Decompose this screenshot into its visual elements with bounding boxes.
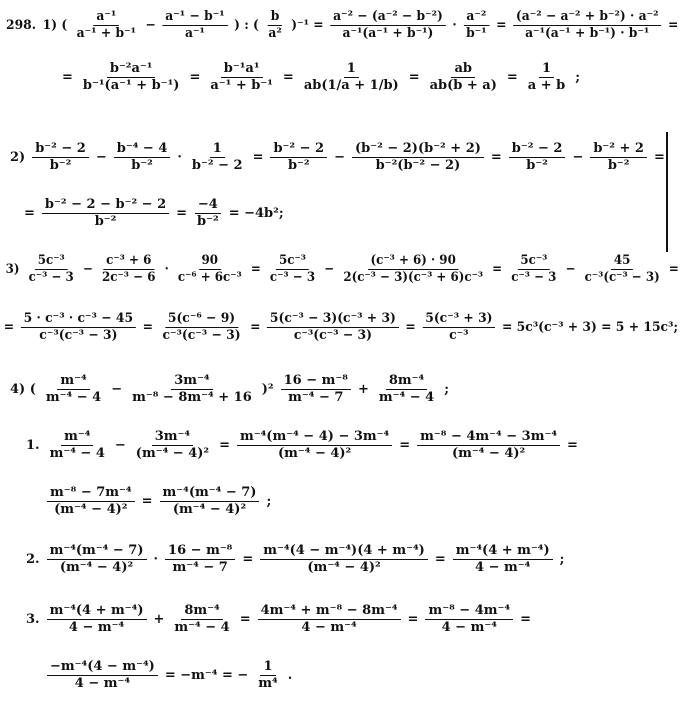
math-token: 4) (: [10, 381, 36, 397]
fraction-numerator: m⁻⁴(4 − m⁻⁴)(4 + m⁻⁴): [260, 544, 428, 560]
fraction-numerator: 45: [611, 254, 633, 270]
fraction-numerator: −4: [195, 198, 221, 214]
fraction-denominator: c⁻⁶ + 6c⁻³: [177, 269, 242, 285]
math-token: 3.: [26, 611, 40, 627]
math-token: =: [62, 69, 73, 85]
math-token: 1.: [26, 437, 40, 453]
fraction: [266, 10, 285, 40]
equation-line: [22, 544, 568, 574]
fraction-numerator: 16 − m⁻⁸: [281, 374, 351, 390]
fraction: [47, 430, 108, 460]
math-token: = 5c³(c⁻³ + 3) = 5 + 15c³;: [502, 319, 679, 335]
fraction-denominator: m⁴: [258, 675, 278, 691]
fraction-numerator: b⁻¹a¹: [221, 62, 263, 78]
fraction-numerator: 5(c⁻³ − 3)(c⁻³ + 3): [267, 312, 399, 328]
math-token: = −4b²;: [228, 205, 284, 221]
fraction: [47, 486, 135, 516]
fraction: [425, 604, 513, 634]
fraction: [301, 62, 402, 92]
fraction-numerator: m⁻⁴: [57, 374, 89, 390]
math-token: ·: [452, 17, 457, 33]
fraction-denominator: a⁻¹ + b⁻¹: [76, 25, 136, 41]
math-token: −: [145, 17, 156, 33]
fraction-denominator: (m⁻⁴ − 4)²: [135, 445, 210, 461]
fraction-numerator: 5c⁻³: [35, 254, 67, 270]
math-token: =: [506, 69, 518, 85]
equation-line: [6, 142, 669, 172]
fraction-denominator: 4 − m⁻⁴: [475, 559, 531, 575]
fraction-numerator: 90: [199, 254, 221, 270]
fraction-denominator: (m⁻⁴ − 4)²: [59, 559, 134, 575]
fraction-denominator: ab(b + a): [429, 77, 497, 93]
fraction: [194, 198, 222, 228]
fraction-denominator: a⁻¹(a⁻¹ + b⁻¹): [342, 25, 434, 41]
math-token: −: [334, 149, 346, 165]
fraction-numerator: b⁻² − 2: [509, 142, 566, 158]
math-token: ·: [153, 551, 159, 567]
fraction-numerator: b⁻²a⁻¹: [107, 62, 156, 78]
math-token: =: [3, 319, 15, 335]
equation-line: [6, 374, 453, 404]
math-token: =: [408, 69, 420, 85]
fraction-numerator: −m⁻⁴(4 − m⁻⁴): [47, 660, 158, 676]
fraction-denominator: c⁻³: [449, 327, 469, 343]
fraction-numerator: m⁻⁸ − 7m⁻⁴: [47, 486, 135, 502]
fraction: [270, 142, 327, 172]
math-token: +: [357, 381, 369, 397]
fraction-denominator: (m⁻⁴ − 4)²: [54, 501, 128, 517]
fraction: [422, 312, 495, 342]
fraction: [237, 430, 392, 460]
math-token: =: [399, 437, 411, 453]
fraction-numerator: b⁻⁴ − 4: [114, 142, 171, 158]
fraction-denominator: m⁻⁴ − 4: [378, 389, 435, 405]
fraction-numerator: b⁻² − 2: [270, 142, 327, 158]
fraction-numerator: m⁻⁴: [61, 430, 93, 446]
fraction: [582, 254, 663, 284]
equation-line: [0, 312, 682, 342]
fraction-numerator: m⁻⁸ − 4m⁻⁴: [425, 604, 513, 620]
fraction: [255, 660, 280, 690]
fraction: [133, 430, 212, 460]
equation-line: [6, 10, 682, 40]
fraction-numerator: 1: [344, 62, 359, 78]
math-token: 3): [5, 261, 20, 277]
fraction-numerator: 5c⁻³: [518, 254, 550, 270]
fraction-denominator: m⁻⁴ − 7: [172, 559, 228, 575]
fraction-denominator: b⁻¹(a⁻¹ + b⁻¹): [82, 77, 180, 93]
math-token: =: [141, 493, 153, 509]
math-token: =: [282, 69, 294, 85]
fraction: [267, 254, 318, 284]
fraction-denominator: 2c⁻³ − 6: [102, 269, 156, 285]
fraction: [590, 142, 647, 172]
fraction-denominator: b⁻²: [287, 157, 310, 173]
fraction: [352, 142, 484, 172]
math-token: )⁻¹ =: [291, 17, 324, 33]
fraction-denominator: (m⁻⁴ − 4)²: [451, 445, 526, 461]
math-token: +: [153, 611, 165, 627]
math-token: =: [142, 319, 153, 335]
equation-line: [20, 198, 288, 228]
fraction-numerator: m⁻⁴(m⁻⁴ − 7): [47, 544, 147, 560]
math-token: =: [496, 17, 507, 33]
math-token: =: [242, 551, 254, 567]
math-token: −: [114, 437, 126, 453]
fraction-numerator: 8m⁻⁴: [181, 604, 222, 620]
fraction-denominator: a⁻¹: [185, 25, 205, 41]
fraction-denominator: m⁻⁴ − 4: [45, 389, 102, 405]
fraction-denominator: 4 − m⁻⁴: [301, 619, 357, 635]
fraction: [427, 62, 500, 92]
math-token: =: [407, 611, 419, 627]
fraction: [258, 604, 401, 634]
fraction-denominator: a⁻¹(a⁻¹ + b⁻¹) · b⁻¹: [525, 25, 650, 41]
math-token: =: [219, 437, 230, 453]
fraction-numerator: b: [268, 10, 282, 26]
math-token: ;: [575, 69, 581, 85]
fraction: [114, 142, 171, 172]
math-token: ;: [559, 551, 565, 567]
math-token: −: [565, 261, 576, 277]
fraction-denominator: 4 − m⁻⁴: [74, 675, 131, 691]
math-token: =: [567, 437, 578, 453]
math-token: =: [239, 611, 251, 627]
fraction-numerator: m⁻⁴(4 + m⁻⁴): [453, 544, 553, 560]
fraction-denominator: (m⁻⁴ − 4)²: [307, 559, 381, 575]
math-token: ·: [164, 261, 169, 277]
fraction: [376, 374, 437, 404]
fraction: [260, 544, 428, 574]
fraction-numerator: m⁻⁴(m⁻⁴ − 7): [160, 486, 260, 502]
fraction-numerator: (a⁻² − a⁻² + b⁻²) · a⁻²: [513, 10, 661, 26]
fraction: [341, 254, 486, 284]
fraction: [175, 254, 244, 284]
fraction-numerator: 4m⁻⁴ + m⁻⁸ − 8m⁻⁴: [258, 604, 401, 620]
math-token: −: [111, 381, 123, 397]
fraction-denominator: b⁻²: [131, 157, 153, 173]
fraction: [43, 374, 104, 404]
fraction-denominator: m⁻⁴ − 7: [288, 389, 344, 405]
fraction: [26, 254, 77, 284]
math-token: −: [324, 261, 335, 277]
fraction-denominator: m⁻⁴ − 4: [174, 619, 230, 635]
fraction-denominator: b⁻¹: [466, 25, 487, 41]
math-token: =: [490, 149, 502, 165]
fraction: [80, 62, 183, 92]
fraction: [160, 486, 260, 516]
fraction: [47, 544, 147, 574]
fraction: [74, 10, 139, 40]
fraction: [42, 198, 169, 228]
fraction-denominator: ab(1/a + 1/b): [303, 77, 399, 93]
fraction-numerator: (b⁻² − 2)(b⁻² + 2): [352, 142, 484, 158]
fraction-numerator: 5 · c⁻³ · c⁻³ − 45: [21, 312, 136, 328]
fraction: [160, 312, 244, 342]
math-token: =: [667, 17, 679, 33]
math-token: = −m⁻⁴ = −: [164, 667, 249, 683]
fraction-numerator: a⁻¹: [94, 10, 120, 26]
fraction: [509, 142, 566, 172]
fraction: [171, 604, 232, 634]
math-token: =: [668, 261, 679, 277]
fraction: [129, 374, 255, 404]
fraction: [21, 312, 136, 342]
fraction-numerator: 3m⁻⁴: [171, 374, 212, 390]
fraction-denominator: c⁻³(c⁻³ − 3): [293, 327, 372, 343]
fraction-numerator: 1: [539, 62, 554, 78]
math-token: −: [572, 149, 584, 165]
fraction-numerator: 5(c⁻³ + 3): [422, 312, 495, 328]
fraction-denominator: b⁻²: [197, 213, 219, 229]
fraction-numerator: a⁻² − (a⁻² − b⁻²): [330, 10, 445, 26]
fraction: [509, 254, 560, 284]
fraction-numerator: 5c⁻³: [276, 254, 308, 270]
fraction-numerator: m⁻⁴(4 + m⁻⁴): [47, 604, 147, 620]
math-token: =: [434, 551, 446, 567]
fraction: [47, 604, 147, 634]
fraction-denominator: b⁻²: [49, 157, 72, 173]
math-token: =: [653, 149, 665, 165]
math-token: 1) (: [42, 17, 68, 33]
fraction-denominator: a⁻¹ + b⁻¹: [210, 77, 273, 93]
math-token: =: [24, 205, 35, 221]
fraction-numerator: (c⁻³ + 6) · 90: [368, 254, 459, 270]
fraction: [189, 142, 246, 172]
fraction-denominator: b⁻²(b⁻² − 2): [375, 157, 461, 173]
math-token: =: [520, 611, 531, 627]
math-token: ;: [266, 493, 272, 509]
fraction: [453, 544, 553, 574]
math-token: =: [250, 319, 261, 335]
fraction: [207, 62, 276, 92]
fraction-denominator: (m⁻⁴ − 4)²: [277, 445, 352, 461]
fraction-numerator: 16 − m⁻⁸: [165, 544, 235, 560]
equation-line: [44, 486, 275, 516]
fraction: [513, 10, 661, 40]
fraction: [47, 660, 158, 690]
equation-line: [58, 62, 584, 92]
fraction: [162, 10, 227, 40]
fraction: [267, 312, 399, 342]
math-token: =: [189, 69, 201, 85]
fraction-numerator: c⁻³ + 6: [103, 254, 154, 270]
equation-line: [22, 430, 582, 460]
fraction-numerator: b⁻² − 2 − b⁻² − 2: [42, 198, 169, 214]
fraction-denominator: a + b: [527, 77, 566, 93]
fraction-denominator: 4 − m⁻⁴: [68, 619, 125, 635]
fraction-denominator: b⁻² − 2: [191, 157, 243, 173]
fraction-denominator: b⁻²: [94, 213, 117, 229]
fraction-numerator: 1: [210, 142, 225, 158]
fraction-denominator: b⁻²: [526, 157, 548, 173]
fraction: [99, 254, 158, 284]
math-token: 2): [10, 149, 26, 165]
fraction-numerator: ab: [451, 62, 475, 78]
fraction-denominator: c⁻³(c⁻³ − 3): [584, 269, 660, 285]
equation-line: [22, 604, 535, 634]
fraction-numerator: a⁻¹ − b⁻¹: [162, 10, 227, 26]
math-token: )²: [261, 381, 274, 397]
math-token: =: [405, 319, 416, 335]
math-token: ) : (: [234, 17, 259, 33]
math-token: =: [176, 205, 188, 221]
fraction-numerator: 1: [260, 660, 275, 676]
fraction-denominator: c⁻³ − 3: [511, 269, 557, 285]
fraction-denominator: 2(c⁻³ − 3)(c⁻³ + 6)c⁻³: [343, 269, 484, 285]
fraction: [32, 142, 89, 172]
math-token: −: [95, 149, 107, 165]
fraction-numerator: m⁻⁴(m⁻⁴ − 4) − 3m⁻⁴: [237, 430, 392, 446]
math-token: =: [250, 261, 261, 277]
fraction-numerator: m⁻⁸ − 4m⁻⁴ − 3m⁻⁴: [417, 430, 560, 446]
fraction-numerator: 3m⁻⁴: [152, 430, 193, 446]
fraction-denominator: b⁻²: [607, 157, 630, 173]
fraction-denominator: m⁻⁸ − 8m⁻⁴ + 16: [132, 389, 252, 405]
fraction-denominator: m⁻⁴ − 4: [49, 445, 105, 461]
fraction: [165, 544, 235, 574]
fraction-numerator: 5(c⁻⁶ − 9): [165, 312, 238, 328]
fraction: [330, 10, 445, 40]
fraction-denominator: c⁻³(c⁻³ − 3): [39, 327, 118, 343]
math-token: ;: [444, 381, 449, 397]
fraction-numerator: 8m⁻⁴: [386, 374, 427, 390]
fraction-numerator: b⁻² + 2: [590, 142, 647, 158]
fraction-denominator: a²: [268, 25, 282, 41]
fraction: [281, 374, 351, 404]
fraction: [525, 62, 568, 92]
fraction-denominator: c⁻³ − 3: [28, 269, 74, 285]
equation-line: [44, 660, 296, 690]
fraction-denominator: c⁻³(c⁻³ − 3): [162, 327, 241, 343]
equation-line: [2, 254, 682, 284]
fraction-numerator: b⁻² − 2: [32, 142, 89, 158]
fraction-denominator: (m⁻⁴ − 4)²: [172, 501, 247, 517]
math-token: =: [252, 149, 264, 165]
math-token: 2.: [26, 551, 40, 567]
problem-number: 298.: [6, 17, 37, 33]
fraction-denominator: c⁻³ − 3: [269, 269, 316, 285]
fraction-numerator: a⁻²: [464, 10, 490, 26]
math-token: .: [287, 667, 293, 683]
fraction: [417, 430, 560, 460]
math-token: −: [82, 261, 93, 277]
math-token: =: [492, 261, 503, 277]
fraction: [463, 10, 489, 40]
math-token: ·: [177, 149, 182, 165]
fraction-denominator: 4 − m⁻⁴: [441, 619, 497, 635]
